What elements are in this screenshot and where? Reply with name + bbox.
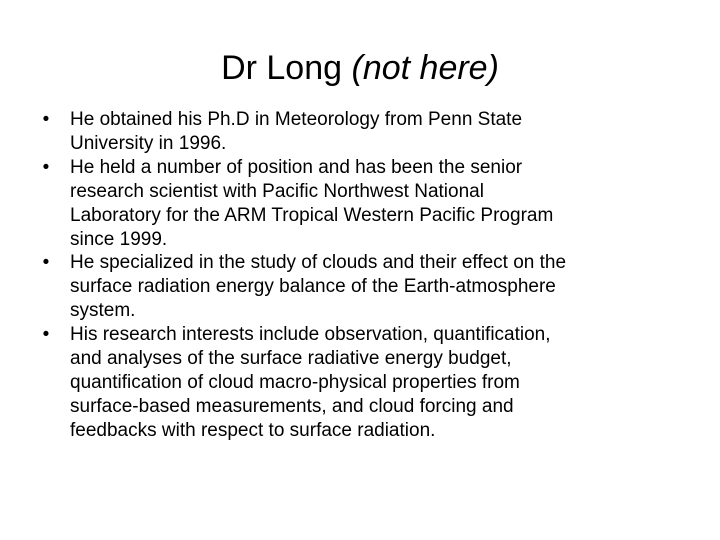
- bullet-line: University in 1996.: [70, 132, 227, 154]
- title-name: Dr Long: [221, 49, 343, 87]
- bullet-icon: •: [42, 109, 50, 130]
- bullet-line: Laboratory for the ARM Tropical Western Pacific Program: [70, 204, 554, 226]
- title-aside: (not here): [351, 49, 499, 87]
- bullet-line: quantification of cloud macro-physical properties from: [70, 371, 520, 393]
- bullet-list: [36, 108, 684, 443]
- bullet-line: He held a number of position and has been the senior: [70, 156, 523, 178]
- bullet-icon: •: [42, 252, 50, 274]
- bullet-icon: •: [42, 156, 50, 178]
- slide-title: [0, 46, 720, 90]
- bullet-icon: •: [42, 324, 50, 346]
- bullet-line: surface radiation energy balance of the Earth-atmosphere: [70, 276, 556, 298]
- bullet-line: and analyses of the surface radiative energy budget,: [70, 348, 512, 370]
- bullet-line: feedbacks with respect to surface radiation.: [70, 419, 436, 441]
- bullet-line: He obtained his Ph.D in Meteorology from Penn State: [70, 109, 523, 130]
- bullet-line: since 1999.: [70, 228, 168, 250]
- bullet-item: [36, 251, 684, 323]
- bullet-item: [36, 323, 684, 443]
- bullet-line: system.: [70, 300, 136, 322]
- bullet-line: His research interests include observation, quantification,: [70, 324, 551, 346]
- bullet-line: surface-based measurements, and cloud forcing and: [70, 395, 514, 417]
- bullet-item: [36, 156, 684, 252]
- bullet-line: He specialized in the study of clouds and their effect on the: [70, 252, 567, 274]
- bullet-line: research scientist with Pacific Northwest National: [70, 180, 484, 202]
- bullet-item: [36, 108, 684, 156]
